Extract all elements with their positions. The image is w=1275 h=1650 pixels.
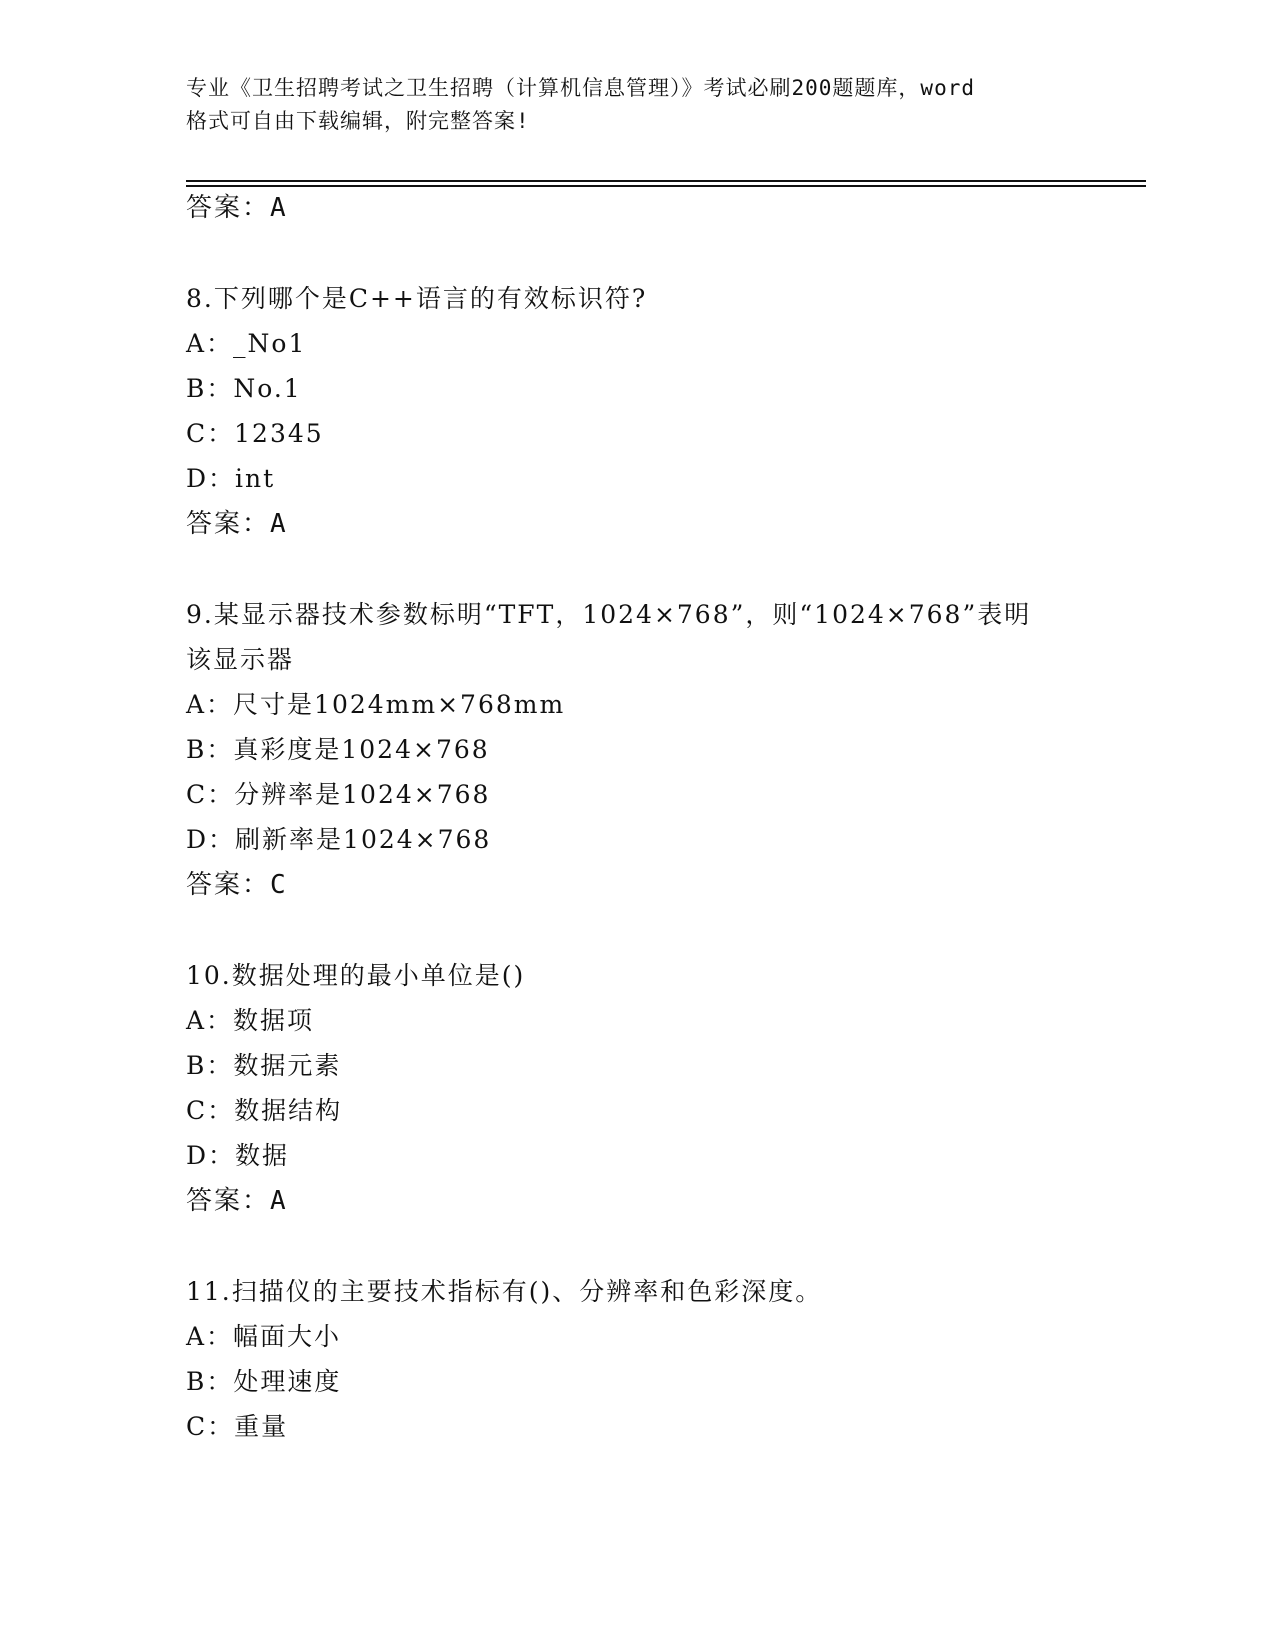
question-11-option-b: B：处理速度: [186, 1367, 342, 1396]
question-11-option-c: C：重量: [186, 1412, 289, 1441]
question-11-option-a: A：幅面大小: [186, 1322, 342, 1351]
question-9-option-a: A：尺寸是1024mm×768mm: [186, 690, 566, 719]
question-8-option-a: A：_No1: [186, 329, 307, 358]
question-9-stem-line-1: 9.某显示器技术参数标明“TFT，1024×768”，则“1024×768”表明: [186, 600, 1032, 629]
question-10-option-b: B：数据元素: [186, 1051, 342, 1080]
question-10-option-a: A：数据项: [186, 1006, 315, 1035]
question-8-option-c: C：12345: [186, 419, 324, 448]
header-divider-top: [186, 180, 1146, 182]
question-10-answer: 答案：A: [186, 1186, 288, 1216]
header-divider-bottom: [186, 185, 1146, 187]
question-10-option-d: D：数据: [186, 1141, 290, 1170]
question-9-option-b: B：真彩度是1024×768: [186, 735, 490, 764]
document-header: [186, 72, 1086, 138]
question-8-option-d: D：int: [186, 464, 276, 493]
previous-answer: 答案：A: [186, 193, 288, 223]
question-8-option-b: B：No.1: [186, 374, 302, 403]
question-10-option-c: C：数据结构: [186, 1096, 343, 1125]
question-8-stem: 8.下列哪个是C++语言的有效标识符?: [186, 284, 648, 313]
question-9-option-d: D：刷新率是1024×768: [186, 825, 492, 854]
question-9-option-c: C：分辨率是1024×768: [186, 780, 491, 809]
question-11-stem: 11.扫描仪的主要技术指标有()、分辨率和色彩深度。: [186, 1277, 823, 1306]
question-8-answer: 答案：A: [186, 509, 288, 539]
header-line-1: 专业《卫生招聘考试之卫生招聘（计算机信息管理）》考试必刷200题题库，word: [186, 76, 975, 100]
question-9-stem-line-2: 该显示器: [186, 645, 295, 674]
question-9-answer: 答案：C: [186, 870, 288, 900]
header-line-2: 格式可自由下载编辑，附完整答案!: [186, 109, 530, 133]
question-10-stem: 10.数据处理的最小单位是(): [186, 961, 526, 990]
